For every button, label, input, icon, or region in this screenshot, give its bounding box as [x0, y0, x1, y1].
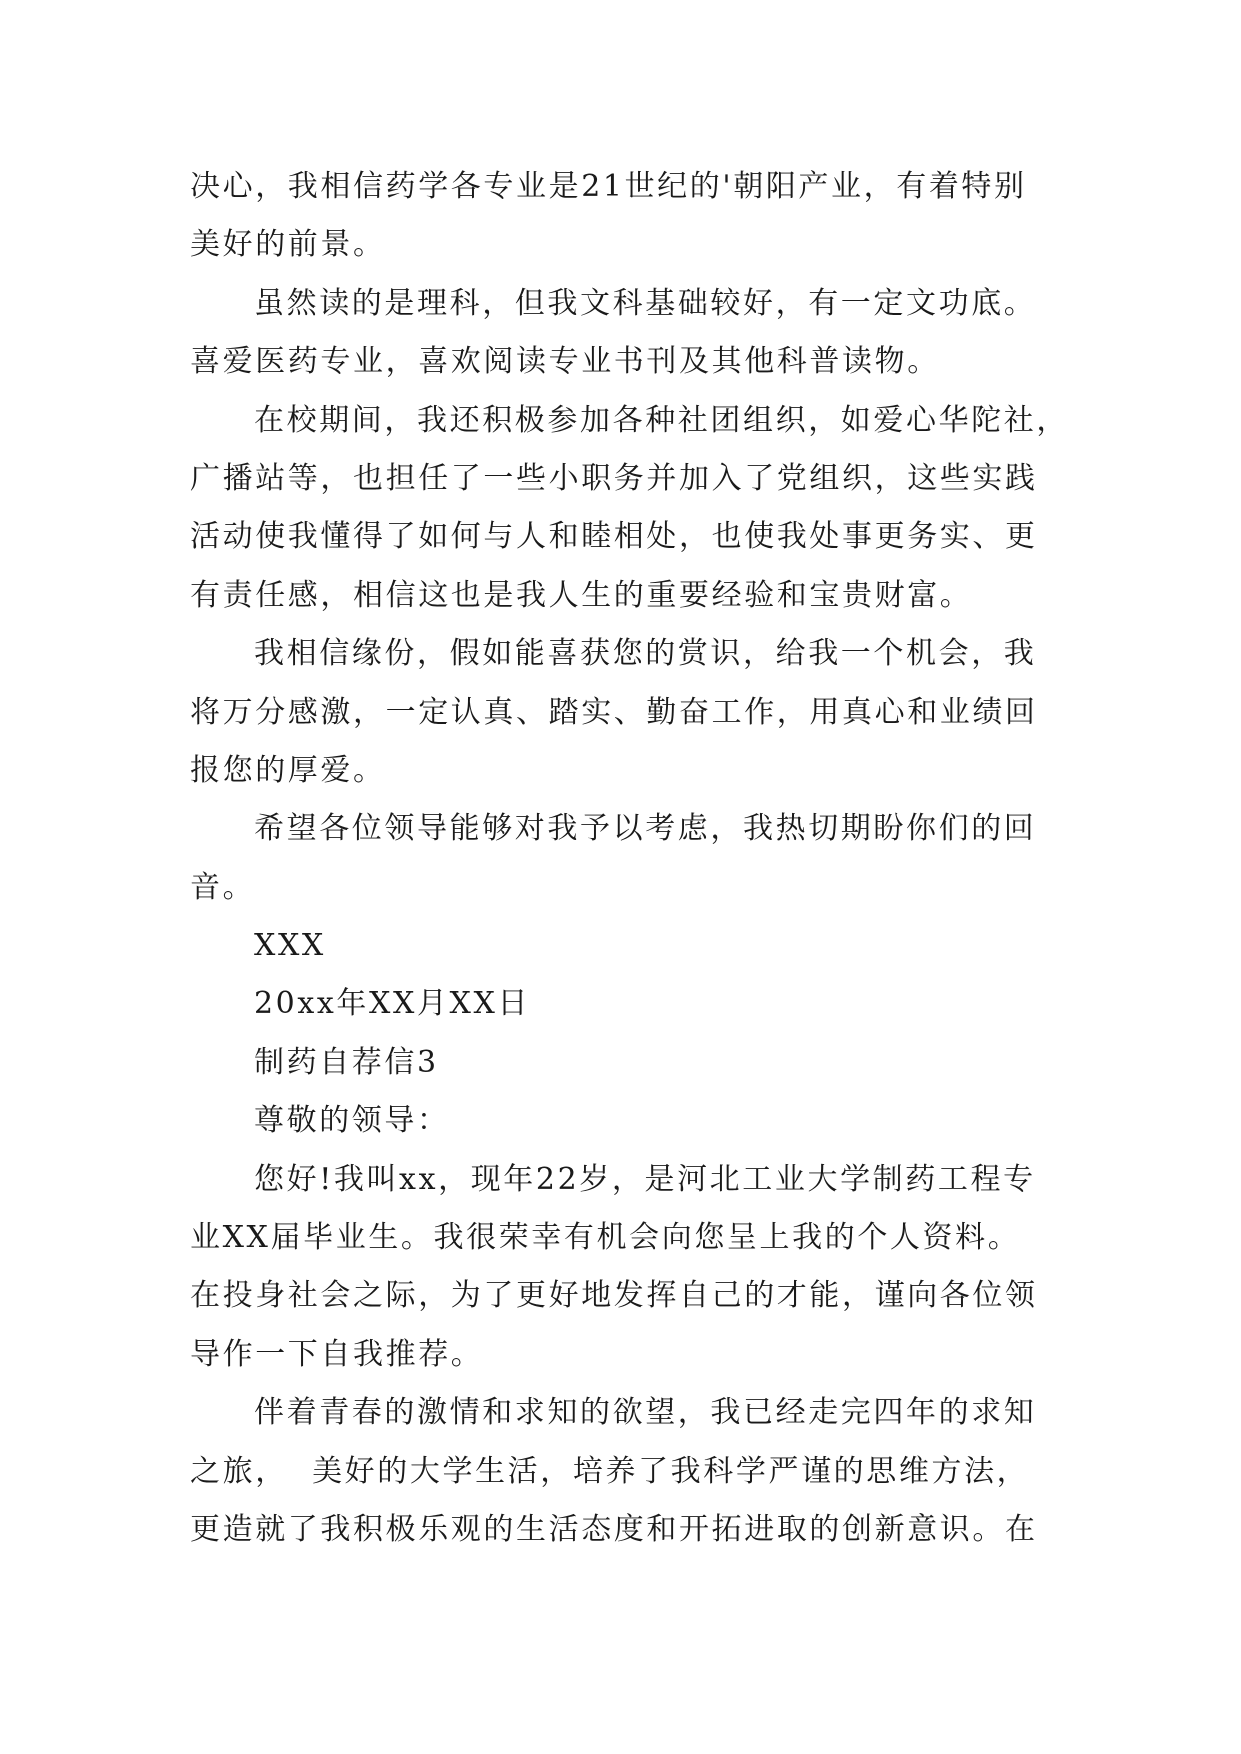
text-line: 虽然读的是理科，但我文科基础较好，有一定文功底。 [254, 285, 1037, 321]
text-line: 音。 [190, 869, 256, 905]
text-line: 我相信缘份，假如能喜获您的赏识，给我一个机会，我 [254, 636, 1037, 672]
text-line: 决心，我相信药学各专业是21世纪的'朝阳产业，有着特别 [190, 169, 1027, 204]
text-line: 制药自荐信3 [254, 1044, 439, 1080]
text-line: 在校期间，我还积极参加各种社团组织，如爱心华陀社， [254, 402, 1069, 438]
text-line: 20xx年XX月XX日 [254, 986, 531, 1022]
text-line: 广播站等，也担任了一些小职务并加入了党组织，这些实践 [190, 460, 1038, 496]
text-line: 喜爱医药专业，喜欢阅读专业书刊及其他科普读物。 [190, 344, 940, 380]
text-line: 在投身社会之际，为了更好地发挥自己的才能，谨向各位领 [190, 1278, 1038, 1314]
document-body [190, 158, 1069, 1559]
text-line: 导作一下自我推荐。 [190, 1336, 484, 1372]
text-line: 尊敬的领导： [254, 1103, 450, 1139]
text-line: 业XX届毕业生。我很荣幸有机会向您呈上我的个人资料。 [190, 1220, 1021, 1256]
text-line: 之旅， 美好的大学生活，培养了我科学严谨的思维方法， [190, 1453, 1030, 1489]
text-line: 将万分感激，一定认真、踏实、勤奋工作，用真心和业绩回 [190, 694, 1038, 730]
text-line: 更造就了我积极乐观的生活态度和开拓进取的创新意识。在 [190, 1511, 1038, 1547]
text-line: 希望各位领导能够对我予以考虑，我热切期盼你们的回 [254, 811, 1037, 847]
text-line: 有责任感，相信这也是我人生的重要经验和宝贵财富。 [190, 577, 973, 613]
text-line: 伴着青春的激情和求知的欲望，我已经走完四年的求知 [254, 1395, 1037, 1431]
text-line: 您好!我叫xx，现年22岁，是河北工业大学制药工程专 [254, 1161, 1036, 1197]
text-line: 报您的厚爱。 [190, 752, 386, 788]
text-line: 活动使我懂得了如何与人和睦相处，也使我处事更务实、更 [190, 519, 1038, 555]
text-line: XXX [254, 928, 326, 964]
text-line: 美好的前景。 [190, 227, 386, 263]
